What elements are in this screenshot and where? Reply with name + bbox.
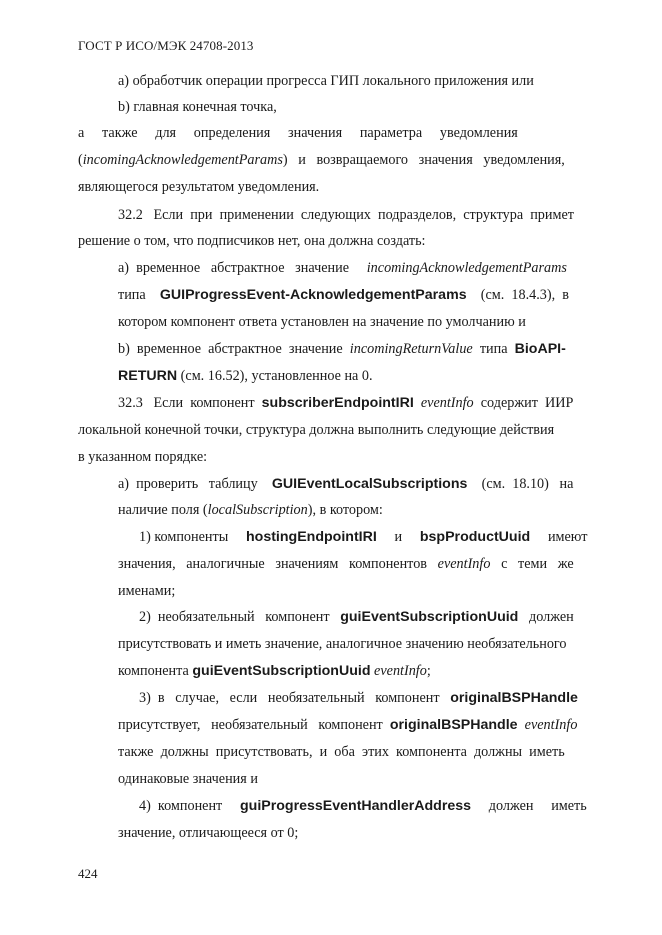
sub-item-2-line: 2) необязательный компонент guiEventSubscriptionUuid должен [139, 609, 574, 625]
paragraph-line: в указанном порядке: [78, 449, 208, 465]
paragraph-line: (incomingAcknowledgementParams) и возвращаемого значения уведомления, [78, 152, 565, 168]
type-name: BioAPI- [514, 341, 566, 357]
item-a-line: а) обработчик операции прогресса ГИП локального приложения или [118, 73, 534, 89]
term-italic: incomingReturnValue [349, 341, 473, 357]
item-a-line: а) временное абстрактное значение incomingAcknowledgementParams [118, 260, 567, 276]
item-b-line: b) главная конечная точка, [118, 99, 277, 115]
paragraph-line: решение о том, что подписчиков нет, она должна создать: [78, 233, 426, 249]
sub-item-3-line: также должны присутствовать, и оба этих компонента должны иметь [118, 744, 565, 760]
term-italic: eventInfo [524, 717, 578, 733]
section-32-2-heading: 32.2 Если при применении следующих подразделов, структура примет [118, 207, 574, 223]
item-a-line: а) проверить таблицу GUIEventLocalSubscriptions (см. 18.10) на [118, 476, 574, 492]
component-name: guiEventSubscriptionUuid [340, 609, 519, 625]
page-header: ГОСТ Р ИСО/МЭК 24708-2013 [78, 38, 254, 53]
component-name: guiEventSubscriptionUuid [192, 663, 371, 679]
sub-item-1-line: именами; [118, 583, 176, 599]
term-italic: incomingAcknowledgementParams [82, 152, 283, 168]
sub-item-1-line: 1) компоненты hostingEndpointIRI и bspProductUuid имеют [139, 529, 588, 545]
type-name: GUIProgressEvent-AcknowledgementParams [159, 287, 467, 303]
sub-item-4-line: значение, отличающееся от 0; [118, 825, 299, 841]
sub-item-3-line: одинаковые значения и [118, 771, 258, 787]
component-name: subscriberEndpointIRI [261, 395, 414, 411]
item-b-line: b) временное абстрактное значение incomingReturnValue типа BioAPI- [118, 341, 566, 357]
component-name: hostingEndpointIRI [245, 529, 377, 545]
paragraph-line: а также для определения значения параметра уведомления [78, 125, 518, 141]
paragraph-line: локальной конечной точки, структура должна выполнить следующие действия [78, 422, 555, 438]
component-name: originalBSPHandle [389, 717, 518, 733]
type-name: RETURN [118, 368, 178, 384]
term-italic: eventInfo [437, 556, 491, 572]
sub-item-3-line: 3) в случае, если необязательный компонент originalBSPHandle [139, 690, 578, 706]
item-a-line: типа GUIProgressEvent-AcknowledgementParams (см. 18.4.3), в [118, 287, 569, 303]
component-name: originalBSPHandle [450, 690, 578, 706]
sub-item-2-line: компонента guiEventSubscriptionUuid eventInfo; [118, 663, 431, 679]
term-italic: localSubscription [207, 502, 308, 518]
term-italic: eventInfo [374, 663, 427, 679]
component-name: guiProgressEventHandlerAddress [240, 798, 472, 814]
term-italic: eventInfo [420, 395, 474, 411]
item-a-line: котором компонент ответа установлен на значение по умолчанию и [118, 314, 526, 330]
page-number: 424 [78, 866, 98, 881]
item-a-line: наличие поля (localSubscription), в котором: [118, 502, 383, 518]
sub-item-2-line: присутствовать и иметь значение, аналогичное значению необязательного [118, 636, 567, 652]
section-32-3-heading: 32.3 Если компонент subscriberEndpointIRI eventInfo содержит ИИР [118, 395, 574, 411]
sub-item-4-line: 4) компонент guiProgressEventHandlerAddress должен иметь [139, 798, 587, 814]
paragraph-line: являющегося результатом уведомления. [78, 179, 320, 195]
term-italic: incomingAcknowledgementParams [366, 260, 567, 276]
item-b-line: RETURN (см. 16.52), установленное на 0. [118, 368, 373, 384]
table-name: GUIEventLocalSubscriptions [271, 476, 468, 492]
sub-item-3-line: присутствует, необязательный компонент originalBSPHandle eventInfo [118, 717, 578, 733]
sub-item-1-line: значения, аналогичные значениям компонентов eventInfo с теми же [118, 556, 574, 572]
component-name: bspProductUuid [419, 529, 531, 545]
